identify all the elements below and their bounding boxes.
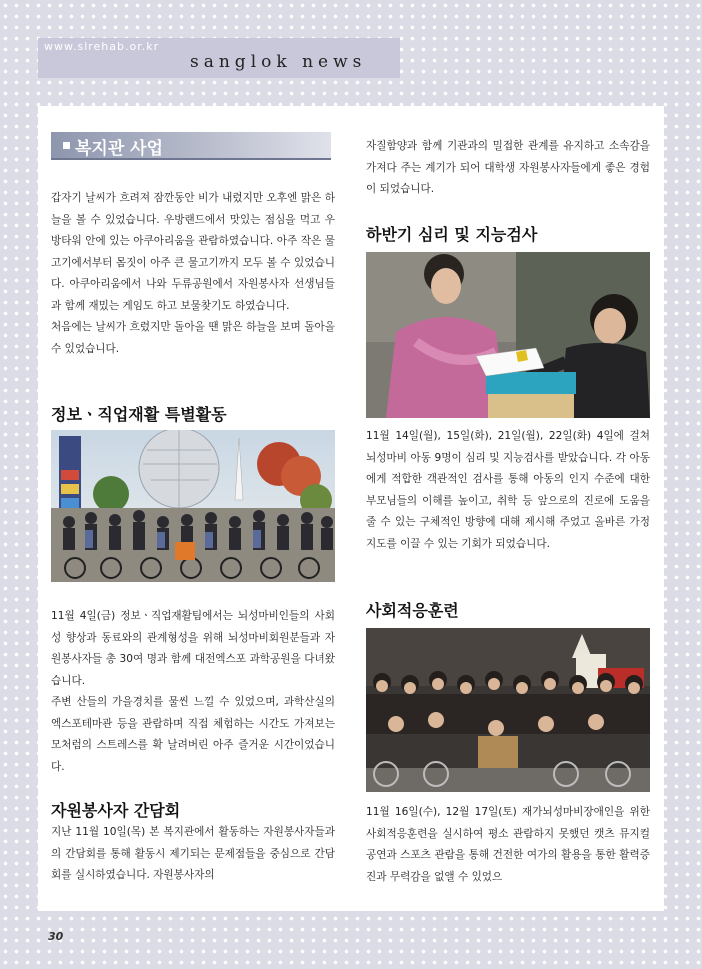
page-content <box>38 106 664 911</box>
psych-heading: 하반기 심리 및 지능검사 <box>366 225 538 244</box>
site-url: www.slrehab.or.kr <box>44 40 160 53</box>
page-number: 30 <box>48 930 64 943</box>
intro-text <box>51 188 335 360</box>
vocational-paragraph-1: 11월 4일(금) 정보ㆍ직업재활팀에서는 뇌성마비인들의 사회성 향상과 동료와의 관계형성을 위해 뇌성마비회원분들과 자원봉사자들 총 30여 명과 함께 대전엑스포 과학공원을 다녀왔습니다. <box>51 610 335 687</box>
volunteer-text <box>51 822 335 887</box>
volunteer-heading: 자원봉사자 간담회 <box>51 801 181 820</box>
psych-test-photo <box>366 252 650 418</box>
volunteer-text-continued <box>366 136 650 201</box>
section-title-text: 복지관 사업 <box>75 139 164 159</box>
volunteer-paragraph-1: 지난 11월 10일(목) 본 복지관에서 활동하는 자원봉사자들과의 간담회를 통해 활동시 제기되는 문제점들을 중심으로 간담회를 실시하였습니다. 자원봉사자의 <box>51 826 335 881</box>
square-bullet-icon <box>63 142 70 149</box>
vocational-paragraph-2: 주변 산들의 가을경치를 물씬 느낄 수 있었으며, 과학산실의 엑스포테마관 등을 관람하며 직접 체험하는 시간도 가져보는 모처럼의 스트레스를 확 날려버린 아주 즐거운 시간이었습니다. <box>51 696 335 773</box>
social-heading: 사회적응훈련 <box>366 601 459 620</box>
section-title <box>51 132 331 160</box>
volunteer-paragraph-1-continued: 자질함양과 함께 기관과의 밀접한 관계를 유지하고 소속감을 가져다 주는 계기가 되어 대학생 자원봉사자들에게 좋은 경험이 되었습니다. <box>366 140 650 195</box>
social-training-photo <box>366 628 650 792</box>
psych-text <box>366 426 650 555</box>
social-paragraph-1: 11월 16일(수), 12월 17일(토) 재가뇌성마비장애인을 위한 사회적응훈련을 실시하여 평소 관람하지 못했던 캣츠 뮤지컬 공연과 스포츠 관람을 통해 건전한 여가의 활용을 통한 활력증진과 무력감을 없앨 수 있었으 <box>366 806 650 883</box>
expo-group-photo <box>51 430 335 582</box>
vocational-text <box>51 606 335 778</box>
intro-paragraph-1: 갑자기 날씨가 흐려져 잠깐동안 비가 내렸지만 오후엔 맑은 하늘을 볼 수 있었습니다. 우방랜드에서 맛있는 점심을 먹고 우방타워 안에 있는 아쿠아리움을 관람하였습니다. 아주 작은 물고기에서부터 몸짓이 아주 큰 물고기까지 모두 볼 수 있었습니다. 아쿠아리움에서 나와 두류공원에서 자원봉사자 선생님들과 함께 재밌는 게임도 하고 보물찾기도 하였습니다. <box>51 192 335 312</box>
psych-paragraph-1: 11월 14일(월), 15일(화), 21일(월), 22일(화) 4일에 걸쳐 뇌성마비 아동 9명이 심리 및 지능검사를 받았습니다. 각 아동에게 적합한 객관적인 검사를 통해 아동의 인지 수준에 대한 부모님들의 이해를 높이고, 취학 등 앞으로의 진로에 도움을 줄 수 있는 구체적인 방향에 대해 제시해 주었고 올바른 가정 지도를 이끌 수 있는 기회가 되었습니다. <box>366 430 650 550</box>
intro-paragraph-2: 처음에는 날씨가 흐렸지만 돌아올 땐 맑은 하늘을 보며 돌아올 수 있었습니다. <box>51 321 335 355</box>
social-text <box>366 802 650 888</box>
vocational-heading: 정보ㆍ직업재활 특별활동 <box>51 405 227 424</box>
news-title: sanglok news <box>190 52 367 72</box>
